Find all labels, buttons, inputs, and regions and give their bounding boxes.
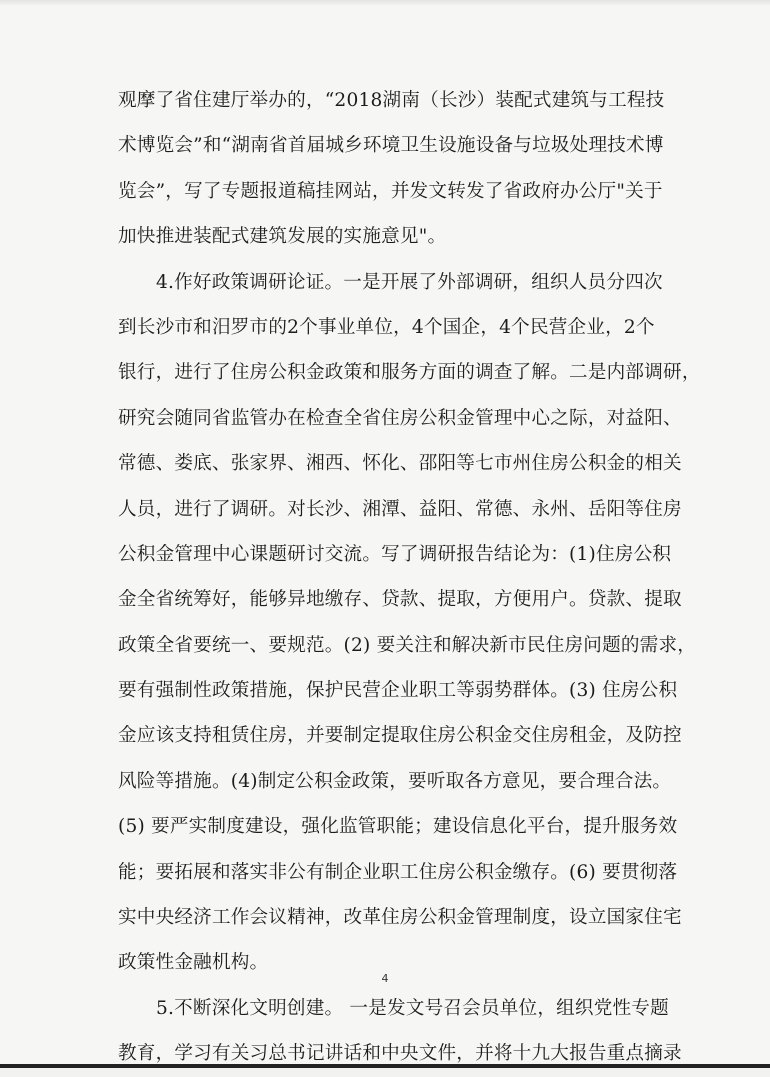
text-line: 实中央经济工作会议精神，改革住房公积金管理制度，设立国家住宅 xyxy=(118,907,682,929)
text-line: 金全省统筹好，能够异地缴存、贷款、提取，方便用户。贷款、提取 xyxy=(118,589,682,611)
page-number: 4 xyxy=(381,972,389,985)
document-body xyxy=(118,78,701,1077)
text-line: 4.作好政策调研论证。一是开展了外部调研，组织人员分四次 xyxy=(156,271,663,293)
text-line: 加快推进装配式建筑发展的实施意见"。 xyxy=(118,226,447,248)
text-line: 政策全省要统一、要规范。(2) 要关注和解决新市民住房问题的需求， xyxy=(118,634,697,656)
text-line: 观摩了省住建厅举办的，“2018湖南（长沙）装配式建筑与工程技 xyxy=(118,90,665,111)
text-line: 5.不断深化文明创建。 一是发文号召会员单位，组织党性专题 xyxy=(156,997,669,1019)
text-line: 金应该支持租赁住房，并要制定提取住房公积金交住房租金，及防控 xyxy=(118,725,682,747)
text-line: 政策性金融机构。 xyxy=(118,952,269,974)
text-line: (5) 要严实制度建设，强化监管职能；建设信息化平台，提升服务效 xyxy=(118,816,678,838)
text-line: 要有强制性政策措施，保护民营企业职工等弱势群体。(3) 住房公积 xyxy=(118,680,678,702)
text-line: 览会”，写了专题报道稿挂网站，并发文转发了省政府办公厅"关于 xyxy=(118,180,663,202)
text-line: 教育，学习有关习总书记讲话和中央文件，并将十九大报告重点摘录 xyxy=(118,1043,682,1065)
text-line: 银行，进行了住房公积金政策和服务方面的调查了解。二是内部调研， xyxy=(118,362,701,384)
text-line: 常德、娄底、张家界、湘西、怀化、邵阳等七市州住房公积金的相关 xyxy=(118,453,682,475)
text-line: 到长沙市和汨罗市的2个事业单位，4个国企，4个民营企业，2个 xyxy=(118,316,655,338)
text-line: 人员，进行了调研。对长沙、湘潭、益阳、常德、永州、岳阳等住房 xyxy=(118,498,682,520)
scan-top-shade xyxy=(0,0,770,6)
text-line: 风险等措施。(4)制定公积金政策，要听取各方意见，要合理合法。 xyxy=(118,770,672,792)
text-line: 公积金管理中心课题研讨交流。写了调研报告结论为：(1)住房公积 xyxy=(118,543,672,565)
text-line: 术博览会”和“湖南省首届城乡环境卫生设施设备与垃圾处理技术博 xyxy=(118,135,664,157)
scan-bottom-edge xyxy=(0,1064,770,1068)
text-line: 能；要拓展和落实非公有制企业职工住房公积金缴存。(6) 要贯彻落 xyxy=(118,861,678,883)
text-line: 研究会随同省监管办在检查全省住房公积金管理中心之际，对益阳、 xyxy=(118,407,682,429)
